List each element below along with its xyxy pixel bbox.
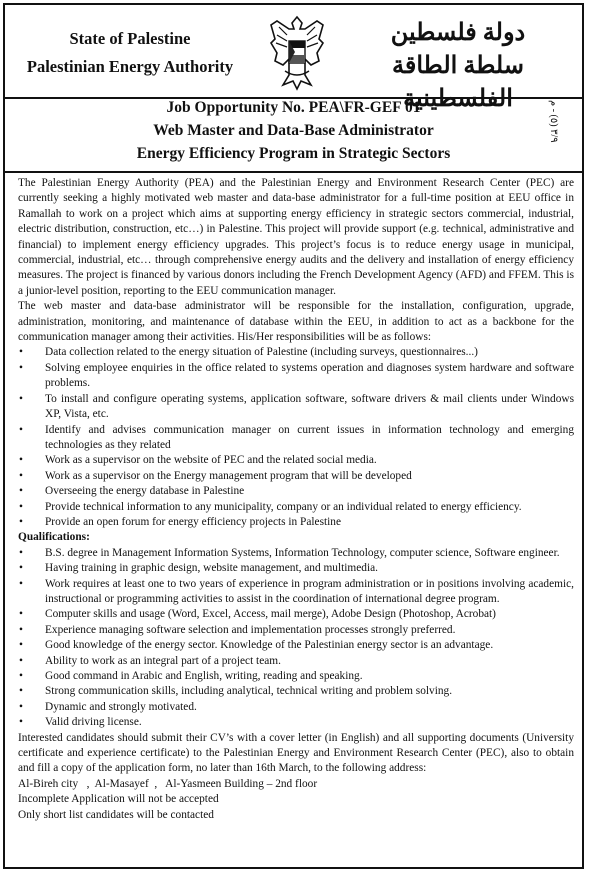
address: Al-Bireh city , Al-Masayef , Al-Yasmeen Building – 2nd floor (18, 777, 318, 790)
job-title: Web Master and Data-Base Administrator (153, 122, 434, 139)
list-item: • Work as a supervisor on the website of PEC and the related social media. (18, 453, 574, 468)
list-item: • Solving employee enquiries in the office related to systems operation and diagnoses system hardware and software problems. (18, 361, 574, 392)
list-item: • Overseeing the energy database in Palestine (18, 484, 574, 499)
program-name: Energy Efficiency Program in Strategic Sectors (136, 145, 451, 162)
state-name-ar: دولة فلسطين (390, 20, 526, 46)
list-item: • Good knowledge of the energy sector. Knowledge of the Palestinian energy sector is an advantage. (18, 638, 574, 653)
divider (5, 171, 582, 173)
list-item: • Provide an open forum for energy efficiency projects in Palestine (18, 515, 574, 530)
qualifications-list (18, 546, 574, 731)
eagle-emblem-icon (267, 13, 327, 93)
list-item: • Strong communication skills, including analytical, technical writing and problem solving. (18, 684, 574, 699)
list-item: • Identify and advises communication manager on current issues in information technology and emerging technologies as they related (18, 423, 574, 454)
list-item: • Work requires at least one to two years of experience in program administration or in positions involving academic, instructional or programming activities to assist in the coordination of international degree program. (18, 577, 574, 608)
list-item: • Work as a supervisor on the Energy management program that will be developed (18, 469, 574, 484)
list-item: • Valid driving license. (18, 715, 574, 730)
authority-name-en: Palestinian Energy Authority (26, 57, 234, 76)
intro-paragraph: The Palestinian Energy Authority (PEA) and the Palestinian Energy and Environment Research Center (PEC) are currently seeking a highly motivated web master and data-base administrator for a full-time position at EEU office in Ramallah to work on a project which aims at supporting energy efficiency in strategic sectors commercial, industrial, electric distribution, construction, etc…) in Palestine. This project will provide support (e.g. technical, administrative and financial) to implement energy efficiency upgrades. This project’s focus is to reduce energy usage in municipal, commercial, industrial, etc… through comprehensive energy audits and the delivery and installation of energy efficiency measures. The project is financed by various donors including the French Development Agency (AFD) and FFEM. This is a junior-level position, reporting to the EEU communication manager. (18, 177, 574, 297)
list-item: • Data collection related to the energy situation of Palestine (including surveys, questionnaires...) (18, 345, 574, 360)
shortlist-note: Only short list candidates will be contacted (18, 808, 214, 821)
role-paragraph: The web master and data-base administrator will be responsible for the installation, configuration, upgrade, administration, monitoring, and maintenance of database within the EEU, in addition to act as a backbone for the communication manager among their activities. His/Her responsibilities will be as follows: (18, 300, 574, 344)
english-letterhead (11, 25, 249, 81)
list-item: • Experience managing software selection and implementation processes strongly preferred. (18, 623, 574, 638)
list-item: • B.S. degree in Management Information Systems, Information Technology, computer science, Software engineer. (18, 546, 574, 561)
list-item: • To install and configure operating systems, application software, software drivers & mail clients under Windows XP, Vista, etc. (18, 392, 574, 423)
list-item: • Ability to work as an integral part of a project team. (18, 654, 574, 669)
list-item: • Dynamic and strongly motivated. (18, 700, 574, 715)
list-item: • Provide technical information to any municipality, company or an individual related to energy efficiency. (18, 500, 574, 515)
side-reference: ٣/٩ (٥) - م (548, 100, 559, 143)
ad-body (18, 176, 574, 823)
job-number: Job Opportunity No. PEA\FR-GEF 01 (166, 99, 421, 116)
application-instructions: Interested candidates should submit their CV’s with a cover letter (in English) and all supporting documents (University certificate and experience certificate) to the Palestinian Energy and Environment Research Center (PEC), also to obtain and fill a copy of the application form, no later than 16th March, to the following address: (18, 731, 574, 775)
list-item: • Computer skills and usage (Word, Excel, Access, mail merge), Adobe Design (Photoshop, Acrobat) (18, 607, 574, 622)
list-item: • Good command in Arabic and English, writing, reading and speaking. (18, 669, 574, 684)
authority-name-ar: سلطة الطاقة الفلسطينية (392, 53, 524, 112)
state-name-en: State of Palestine (69, 29, 191, 48)
job-titles (5, 96, 582, 165)
incomplete-note: Incomplete Application will not be accepted (18, 793, 219, 806)
responsibilities-list (18, 345, 574, 530)
list-item: • Having training in graphic design, website management, and multimedia. (18, 561, 574, 576)
qualifications-heading: Qualifications: (18, 531, 90, 544)
